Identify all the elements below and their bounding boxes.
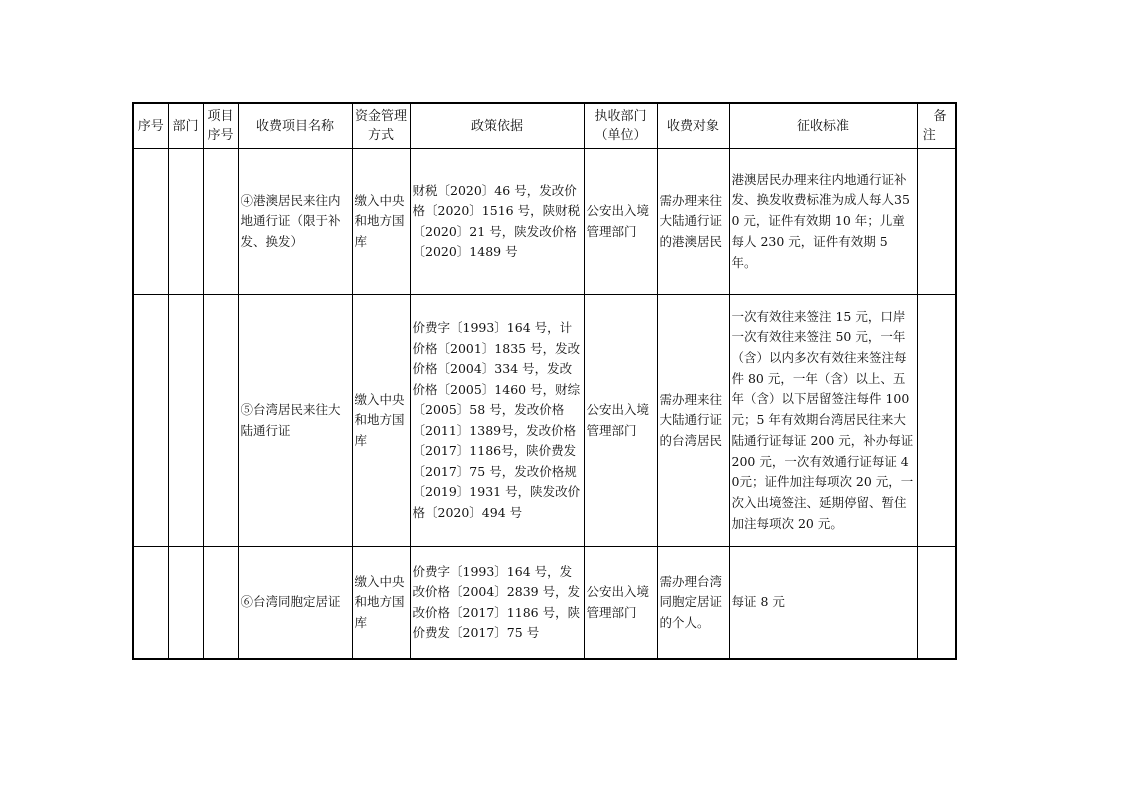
cell-collector: 公安出入境管理部门 xyxy=(584,547,657,660)
header-item-seq: 项目序号 xyxy=(203,103,238,149)
header-remark: 备注 xyxy=(917,103,956,149)
cell-collector: 公安出入境管理部门 xyxy=(584,295,657,547)
cell-item-seq xyxy=(203,149,238,295)
cell-policy: 财税〔2020〕46 号，发改价格〔2020〕1516 号，陕财税〔2020〕21 号，陕发改价格〔2020〕1489 号 xyxy=(410,149,584,295)
header-fund-mgmt: 资金管理方式 xyxy=(352,103,410,149)
header-fee-name: 收费项目名称 xyxy=(238,103,352,149)
cell-fee-name: ④港澳居民来往内地通行证（限于补发、换发） xyxy=(238,149,352,295)
cell-standard: 每证 8 元 xyxy=(729,547,917,660)
header-payer: 收费对象 xyxy=(657,103,729,149)
cell-payer: 需办理来往大陆通行证的台湾居民 xyxy=(657,295,729,547)
cell-fund-mgmt: 缴入中央和地方国库 xyxy=(352,547,410,660)
header-standard: 征收标准 xyxy=(729,103,917,149)
cell-fund-mgmt: 缴入中央和地方国库 xyxy=(352,295,410,547)
cell-remark xyxy=(917,149,956,295)
cell-remark xyxy=(917,295,956,547)
cell-fee-name: ⑥台湾同胞定居证 xyxy=(238,547,352,660)
table-row xyxy=(133,149,956,295)
cell-policy: 价费字〔1993〕164 号，计价格〔2001〕1835 号，发改价格〔2004〕334 号，发改价格〔2005〕1460 号，财综〔2005〕58 号，发改价格〔2011〕1389号，发改价格〔2017〕1186号，陕价费发〔2017〕75 号，发改价格规〔2019〕1931 号，陕发改价格〔2020〕494 号 xyxy=(410,295,584,547)
header-policy: 政策依据 xyxy=(410,103,584,149)
cell-collector: 公安出入境管理部门 xyxy=(584,149,657,295)
header-row xyxy=(133,103,956,149)
cell-standard: 港澳居民办理来往内地通行证补发、换发收费标准为成人每人350 元，证件有效期 10 年；儿童每人 230 元，证件有效期 5 年。 xyxy=(729,149,917,295)
cell-dept xyxy=(168,295,203,547)
header-seq: 序号 xyxy=(133,103,168,149)
cell-payer: 需办理来往大陆通行证的港澳居民 xyxy=(657,149,729,295)
table-row xyxy=(133,547,956,660)
cell-seq xyxy=(133,149,168,295)
cell-seq xyxy=(133,547,168,660)
cell-dept xyxy=(168,149,203,295)
cell-item-seq xyxy=(203,295,238,547)
table-row xyxy=(133,295,956,547)
cell-fee-name: ⑤台湾居民来往大陆通行证 xyxy=(238,295,352,547)
cell-seq xyxy=(133,295,168,547)
cell-dept xyxy=(168,547,203,660)
cell-fund-mgmt: 缴入中央和地方国库 xyxy=(352,149,410,295)
header-dept: 部门 xyxy=(168,103,203,149)
cell-remark xyxy=(917,547,956,660)
cell-policy: 价费字〔1993〕164 号，发改价格〔2004〕2839 号，发改价格〔2017〕1186 号，陕价费发〔2017〕75 号 xyxy=(410,547,584,660)
fee-table xyxy=(132,102,961,660)
cell-item-seq xyxy=(203,547,238,660)
header-collector: 执收部门（单位） xyxy=(584,103,657,149)
cell-standard: 一次有效往来签注 15 元，口岸一次有效往来签注 50 元，一年（含）以内多次有效往来签注每件 80 元，一年（含）以上、五年（含）以下居留签注每件 100元；5 年有效期台湾居民往来大陆通行证每证 200 元，补办每证200 元，一次有效通行证每证 40元；证件加注每项次 20 元，一次入出境签注、延期停留、暂住加注每项次 20 元。 xyxy=(729,295,917,547)
cell-payer: 需办理台湾同胞定居证的个人。 xyxy=(657,547,729,660)
